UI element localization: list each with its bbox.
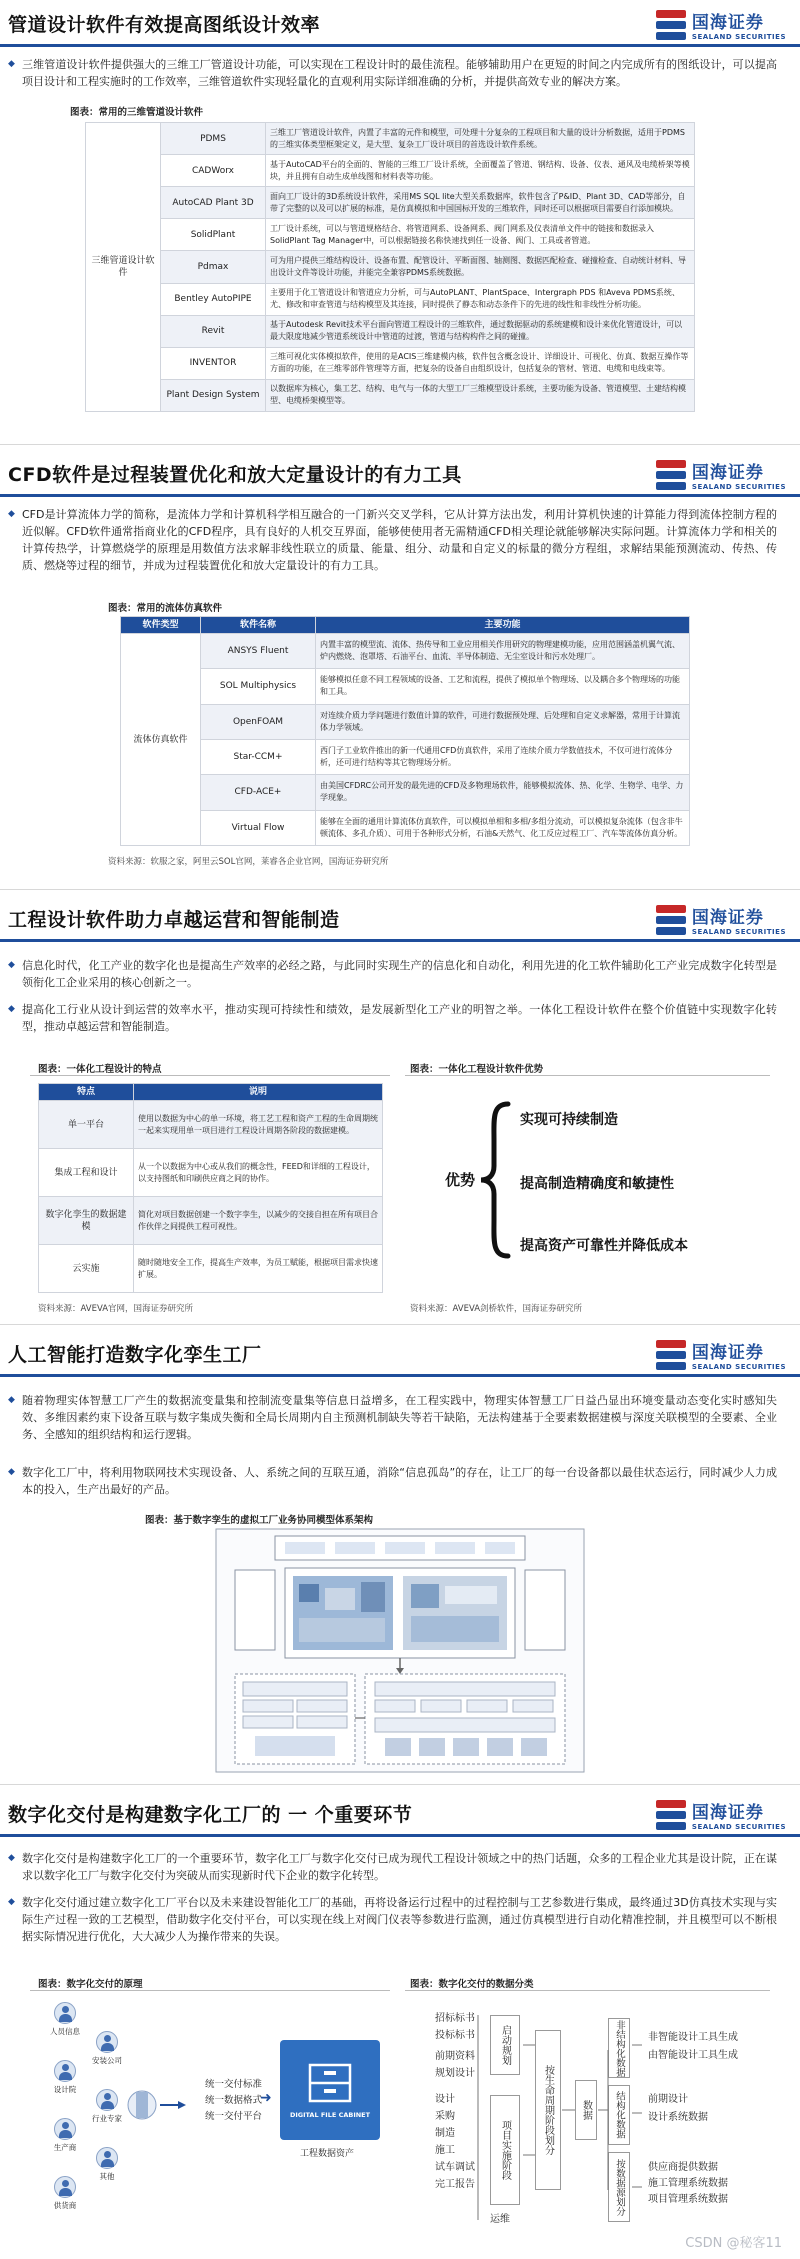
table-row [39,1149,383,1197]
logo-cn-text: 国海证券 [691,908,764,928]
software-name-cell: CADWorx [161,155,266,187]
data-type-box: 结构化数据 [608,2085,630,2145]
title-underline [0,939,800,942]
column-header: 软件名称 [201,617,316,634]
figure-title-left: 图表：一体化工程设计的特点 [38,1064,162,1075]
software-desc-cell: 基于Autodesk Revit技术平台面向管道工程设计的三维软件，通过数据驱动的系统建模和设计来优化管道设计，可以最大限度地减少管道系统设计中管道的过渡，管道与结构构件之间的碰撞。 [266,315,695,347]
brace-icon [478,1100,512,1260]
participant-label: 其他 [99,2172,115,2181]
software-desc-cell: 可为用户提供三维结构设计、设备布置、配管设计、平断面图、轴测图、数据匹配检查、碰撞检查、自动统计材料、导出设计文件等设计功能，并能完全兼容PDMS系统数据。 [266,251,695,283]
advantage-label: 优势 [445,1171,476,1189]
table-row [86,155,695,187]
table-row [86,347,695,379]
sealand-logo [656,1798,786,1831]
data-type-box: 非结构化数据 [608,2018,630,2078]
figure-title-right: 图表：数字化交付的数据分类 [410,1979,534,1990]
table-row [86,187,695,219]
bullet-text: ◆ 数字化交付通过建立数字化工厂平台以及未来建设智能化工厂的基础，再将设备运行过程中的过程控制与工艺参数进行集成，最终通过3D仿真技术实现与实际生产过程一致的工艺模型，借助数字化交付平台，可以实现在线上对阀门仪表等参数进行监测，通过仿真模型进行自动化精准控制，并且模型可以不断根据实际情况进行优化，大大减少人为操作带来的失误。 [22,1894,777,1945]
participant-label: 设计院 [53,2085,77,2094]
software-name-cell: Plant Design System [161,379,266,411]
slide-digital-twin [0,1330,800,1785]
table-row [86,379,695,411]
slide-title: CFD软件是过程装置优化和放大定量设计的有力工具 [8,464,462,486]
figure-title: 图表：基于数字孪生的虚拟工厂业务协同模型体系架构 [145,1515,374,1526]
participant-item [45,2002,85,2037]
logo-mark-icon [656,1340,686,1370]
table-row [86,283,695,315]
table-row [86,123,695,155]
logo-cn-text: 国海证券 [691,1343,764,1363]
person-icon [96,2089,118,2111]
table-row [86,315,695,347]
logo-cn-text: 国海证券 [691,13,764,33]
data-type-box: 按数据源划分 [608,2152,630,2222]
slide-title: 工程设计软件助力卓越运营和智能制造 [8,909,340,931]
software-name-cell: Bentley AutoPIPE [161,283,266,315]
bullet-text: ◆ 数字化交付是构建数字化工厂的一个重要环节，数字化工厂与数字化交付已成为现代工程设计领域之中的热门话题，众多的工程企业尤其是设计院，正在谋求以数字化工厂与数字化交付为突破从而实现新时代下企业的数字化转型。 [22,1850,777,1884]
column-header: 主要功能 [316,617,690,634]
software-desc-cell: 主要用于化工管道设计和管道应力分析，可与AutoPLANT、PlantSpace、Intergraph PDS 和Aveva PDMS系统、尤、修改和审查管道与结构模型及其连接，同时提供了静态和动态条件下的先进的线性和非线性分析功能。 [266,283,695,315]
advantage-item: 提高资产可靠性并降低成本 [520,1238,688,1254]
participant-label: 人员信息 [50,2027,80,2036]
bullet-text: ◆ 信息化时代，化工产业的数字化也是提高生产效率的必经之路，与此同时实现生产的信息化和自动化，利用先进的化工软件辅助化工产业完成数字化转型是领衔化工企业采用的核心创新之一。 [22,957,777,991]
cabinet-icon [307,2061,353,2105]
slide-header [0,1330,800,1380]
sealand-logo [656,1338,786,1371]
person-icon [54,2060,76,2082]
phase-label: 规划设计 [435,2068,475,2079]
logo-en-text: SEALAND SECURITIES [691,483,786,491]
feature-cell: 集成工程和设计 [39,1149,134,1197]
software-name-cell: OpenFOAM [201,704,316,739]
sealand-logo [656,903,786,936]
title-underline [0,1374,800,1377]
figure-title: 图表：常用的流体仿真软件 [108,603,223,614]
software-name-cell: INVENTOR [161,347,266,379]
cabinet-arrow-icon: ➜ [260,2090,272,2106]
flow-label: 统一交付平台 [205,2111,263,2122]
category-cell: 流体仿真软件 [121,634,201,846]
feature-cell: 云实施 [39,1245,134,1293]
table-row [121,810,690,845]
feature-desc-cell: 随时随地安全工作，提高生产效率，为员工赋能，根据项目需求快速扩展。 [134,1245,383,1293]
figure-title-left: 图表：数字化交付的原理 [38,1979,143,1990]
logo-en-text: SEALAND SECURITIES [691,1823,786,1831]
phase-label: 前期资料 [435,2051,475,2062]
person-icon [96,2147,118,2169]
software-name-cell: Star-CCM+ [201,739,316,774]
source-note: 资料来源：软服之家，阿里云SOL官网，莱睿各企业官网，国海证券研究所 [108,857,389,867]
advantage-item: 提高制造精确度和敏捷性 [520,1176,674,1192]
phase-box: 项目实施阶段 [490,2095,520,2205]
category-cell: 三维管道设计软件 [86,123,161,412]
person-icon [54,2118,76,2140]
lifecycle-box: 按生命周期阶段划分 [535,2030,561,2190]
tree-connector-lines [470,2005,660,2235]
logo-mark-icon [656,10,686,40]
figure-title: 图表：常用的三维管道设计软件 [70,107,204,118]
bullet-text: ◆ 三维管道设计软件提供强大的三维工厂管道设计功能，可以实现在工程设计时的最佳流程。能够辅助用户在更短的时间之内完成所有的图纸设计，可以提高项目设计和工程实施时的工作效率，三维管道软件实现轻量化的直观利用实际详细准确的分析，并提供高效专业的解决方案。 [22,56,777,90]
software-name-cell: AutoCAD Plant 3D [161,187,266,219]
logo-mark-icon [656,905,686,935]
bullet-text: ◆ CFD是计算流体力学的简称，是流体力学和计算机科学相互融合的一门新兴交叉学科，它从计算方法出发，利用计算机快速的计算能力得到流体控制方程的近似解。CFD软件通常指商业化的CFD程序，具有良好的人机交互界面，能够使使用者无需精通CFD相关理论就能够解决实际问题。计算流体力学和相关的计算传热学，计算燃烧学的原理是用数值方法求解非线性联立的质量、能量、组分、动量和自定义的标量的微分方程组，求解结果能预测流动、传热、传质、燃烧等过程的细节，并成为过程装置优化和放大定量设计的有力工具。 [22,506,777,574]
person-icon [96,2031,118,2053]
digital-file-cabinet [280,2040,380,2140]
source-note: 资料来源：AVEVA官网，国海证券研究所 [38,1304,194,1314]
software-name-cell: PDMS [161,123,266,155]
sealand-logo [656,8,786,41]
title-underline [0,44,800,47]
slide-pipeline-design [0,0,800,445]
person-icon [54,2002,76,2024]
table-row [86,219,695,251]
feature-desc-cell: 从一个以数据为中心或从我们的概念性，FEED和详细的工程设计，以支持图纸和印刷供应商之间的协作。 [134,1149,383,1197]
phase-label: 设计 [435,2094,455,2105]
cabinet-label: DIGITAL FILE CABINET [289,2111,371,2119]
software-desc-cell: 能够在全面的通用计算流体仿真软件，可以模拟单相和多相/多组分流动，可以模拟复杂流体（包含非牛顿流体、多孔介质）、可用于各种形式分析，石油&天然气、化工反应过程工厂、汽车等流体仿真分析。 [316,810,690,845]
slide-header [0,1790,800,1840]
cabinet-caption: 工程数据资产 [300,2149,355,2159]
software-desc-cell: 三维工厂管道设计软件，内置了丰富的元件和模型，可处理十分复杂的工程项目和大量的设计分析数据，适用于PDMS的三维实体类型框架定义，是大型、复杂工厂设计项目的首选设计软件系统。 [266,123,695,155]
table-row [121,775,690,810]
figure-title-right: 图表：一体化工程设计软件优势 [410,1064,544,1075]
participant-item [45,2118,85,2153]
table-row [39,1245,383,1293]
data-source-label: 由智能设计工具生成 [648,2050,738,2061]
software-desc-cell: 以数据库为核心，集工艺、结构、电气与一体的大型工厂三维模型设计系统，主要功能为设备、管道模型、土建结构模型、电缆桥架模型等。 [266,379,695,411]
table-row [86,251,695,283]
software-desc-cell: 面向工厂设计的3D系统设计软件，采用MS SQL lite大型关系数据库，软件包含了P&ID、Plant 3D、CAD等部分，自带了完整的以及可以扩展的标准，是仿真模拟和中国国标开发的三维软件，同时还可以根据项目需要自行添加模块。 [266,187,695,219]
sealand-logo [656,458,786,491]
software-name-cell: Revit [161,315,266,347]
column-header: 说明 [134,1084,383,1101]
data-source-label: 非智能设计工具生成 [648,2032,738,2043]
software-name-cell: CFD-ACE+ [201,775,316,810]
slide-engineering-design [0,895,800,1325]
table-row [121,739,690,774]
advantage-item: 实现可持续制造 [520,1112,618,1128]
phase-label: 运维 [490,2214,510,2225]
feature-desc-cell: 简化对项目数据创建一个数字孪生，以减少的交接自担在所有项目合作伙伴之间提供工程可视性。 [134,1197,383,1245]
data-source-label: 前期设计 [648,2094,688,2105]
slide-header [0,895,800,945]
logo-en-text: SEALAND SECURITIES [691,928,786,936]
data-source-label: 项目管理系统数据 [648,2194,728,2205]
software-desc-cell: 西门子工业软件推出的新一代通用CFD仿真软件，采用了连续介质力学数值技术，不仅可进行流体分析，还可进行结构等其它物理场分析。 [316,739,690,774]
participant-label: 供货商 [53,2201,77,2210]
column-header: 软件类型 [121,617,201,634]
logo-cn-text: 国海证券 [691,463,764,483]
logo-en-text: SEALAND SECURITIES [691,33,786,41]
phase-label: 试车调试 [435,2162,475,2173]
software-desc-cell: 三维可视化实体模拟软件，使用的是ACIS三维建模内核，软件包含概念设计、详细设计、可视化、仿真、数据互操作等方面的功能，在三维零部件管理等方面，把复杂的设备自由组织设计，包括复杂的管材、管道、电缆和电线束等。 [266,347,695,379]
slide-header [0,0,800,50]
software-desc-cell: 由美国CFDRC公司开发的最先进的CFD及多物理场软件，能够模拟流体、热、化学、生物学、电学、力学现象。 [316,775,690,810]
software-desc-cell: 内置丰富的模型流、流体、热传导和工业应用相关作用研究的物理建模功能，应用范围涵盖机翼气流、炉内燃烧、泡罩塔、石油平台、血流、半导体制造、无尘室设计和污水处理厂。 [316,634,690,669]
bullet-text: ◆ 提高化工行业从设计到运营的效率水平，推动实现可持续性和绩效，是发展新型化工产业的明智之举。一体化工程设计软件在整个价值链中实现数字化转型，推动卓越运营和智能制造。 [22,1001,777,1035]
flow-label: 统一交付标准 [205,2079,263,2090]
table-row [121,704,690,739]
software-name-cell: SOL Multiphysics [201,669,316,704]
feature-desc-cell: 使用以数据为中心的单一环境，将工艺工程和资产工程的生命周期统一起来实现用单一项目进行工程设计周期各阶段的数据建模。 [134,1101,383,1149]
flow-label: 统一数据格式 [205,2095,263,2106]
participant-label: 生产商 [53,2143,77,2152]
title-underline [0,1834,800,1837]
data-source-label: 供应商提供数据 [648,2162,718,2173]
pipeline-software-table [85,122,695,412]
software-name-cell: ANSYS Fluent [201,634,316,669]
software-name-cell: SolidPlant [161,219,266,251]
data-source-label: 施工管理系统数据 [648,2178,728,2189]
title-underline [0,494,800,497]
logo-mark-icon [656,1800,686,1830]
phase-label: 完工报告 [435,2179,475,2190]
software-desc-cell: 基于AutoCAD平台的全面的、智能的三维工厂设计系统，全面覆盖了管道、钢结构、设备、仪表、通风及电缆桥架等模块，并且拥有自动生成单线图和材料表等功能。 [266,155,695,187]
logo-cn-text: 国海证券 [691,1803,764,1823]
virtual-factory-architecture-diagram [215,1528,585,1773]
table-row [121,634,690,669]
participant-label: 安装公司 [92,2056,122,2065]
integrated-design-table [38,1083,383,1293]
software-desc-cell: 能够模拟任意不同工程领域的设备、工艺和流程，提供了模拟单个物理场、以及耦合多个物理场的功能和工具。 [316,669,690,704]
software-desc-cell: 工厂设计系统，可以与管道规格结合、将管道网系、设备网系、阀门网系及仪表清单文件中的链接和数据录入SolidPlant Tag Manager中，可以根据链接名称快速找到任一设备、阀门、工具或者管道。 [266,219,695,251]
bullet-text: ◆ 随着物理实体智慧工厂产生的数据流变量集和控制流变量集等信息日益增多，在工程实践中，物理实体智慧工厂日益凸显出环境变量动态变化实时感知失效、多维因素约束下设备互联与数字集成失衡和全局长周期内自主预测机制缺失等若干缺陷，无法构建基于全要素数据建模与深度关联模型的全要素、全业务、全感知的组织结构和运行逻辑。 [22,1392,777,1443]
phase-label: 招标标书 [435,2013,475,2024]
bullet-text: ◆ 数字化工厂中，将利用物联网技术实现设备、人、系统之间的互联互通，消除“信息孤岛”的存在，让工厂的每一台设备都以最佳状态运行，同时减少人力成本的投入，生产出最好的产品。 [22,1464,777,1498]
phase-label: 投标标书 [435,2030,475,2041]
table-row [121,669,690,704]
slide-title: 数字化交付是构建数字化工厂的 一 个重要环节 [8,1804,413,1826]
participant-item [45,2060,85,2095]
logo-en-text: SEALAND SECURITIES [691,1363,786,1371]
slide-cfd [0,450,800,890]
data-box: 数据 [575,2080,597,2140]
cfd-software-table [120,616,690,846]
table-row [39,1197,383,1245]
software-name-cell: Virtual Flow [201,810,316,845]
source-note: 资料来源：AVEVA剑桥软件，国海证券研究所 [410,1304,583,1314]
participant-item [45,2176,85,2211]
phase-box: 启动规划 [490,2015,520,2075]
slide-header [0,450,800,500]
table-row [39,1101,383,1149]
logo-mark-icon [656,460,686,490]
column-header: 特点 [39,1084,134,1101]
feature-cell: 单一平台 [39,1101,134,1149]
software-desc-cell: 对连续介质力学问题进行数值计算的软件，可进行数据预处理、后处理和自定义求解器，常用于计算流体力学领域。 [316,704,690,739]
slide-title: 管道设计软件有效提高图纸设计效率 [8,14,321,36]
watermark: CSDN @秘客11 [685,2236,782,2251]
phase-label: 采购 [435,2111,455,2122]
phase-label: 制造 [435,2128,455,2139]
person-icon [54,2176,76,2198]
software-name-cell: Pdmax [161,251,266,283]
data-source-label: 设计系统数据 [648,2112,708,2123]
phase-label: 施工 [435,2145,455,2156]
slide-title: 人工智能打造数字化孪生工厂 [8,1344,262,1366]
participant-label: 行业专家 [92,2114,122,2123]
feature-cell: 数字化孪生的数据建模 [39,1197,134,1245]
slide-digital-delivery [0,1790,800,2259]
